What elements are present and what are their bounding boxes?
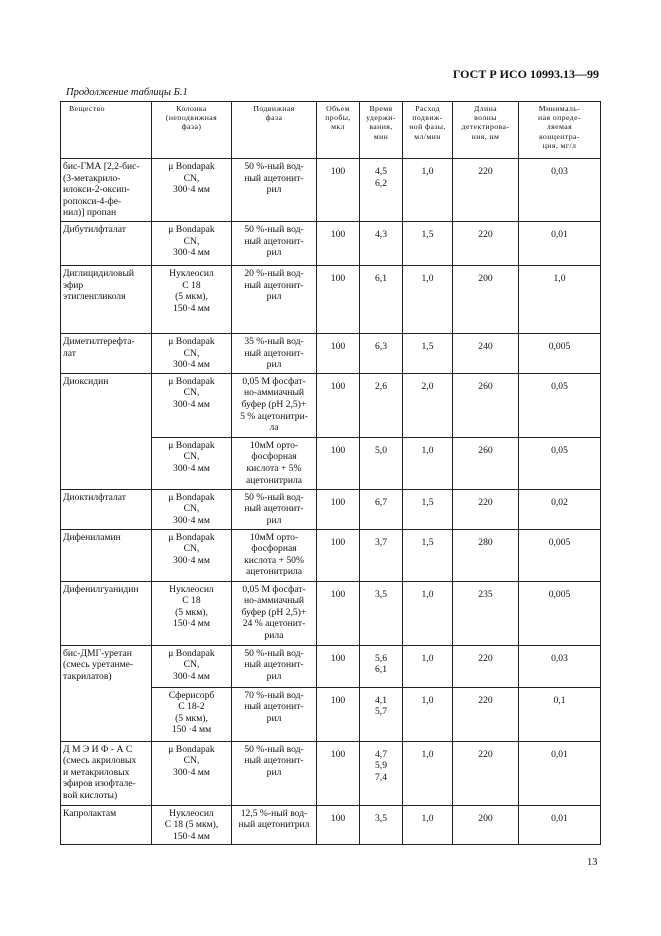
cell-retention-time: 4,3 bbox=[360, 221, 403, 265]
cell-wavelength: 220 bbox=[453, 159, 519, 222]
cell-sample-volume: 100 bbox=[317, 489, 360, 529]
table-row bbox=[61, 741, 601, 805]
cell-substance: Диоктилфталат bbox=[61, 489, 152, 529]
cell-substance: Д М Э И Ф - А С (смесь акриловых и метакриловых эфиров изофтале- вой кислоты) bbox=[61, 741, 152, 805]
col-header-time: Время удержи- вания, мин bbox=[360, 102, 403, 159]
cell-min-concentration: 0,02 bbox=[519, 489, 601, 529]
cell-column: μ Bondapak CN, 300·4 мм bbox=[152, 529, 232, 581]
cell-substance: Дифенилгуанидин bbox=[61, 581, 152, 645]
cell-substance: бис-ГМА [2,2-бис- (3-метакрило- илокси-2-оксип- ропокси-4-фе- нил)] пропан bbox=[61, 159, 152, 222]
cell-sample-volume: 100 bbox=[317, 159, 360, 222]
col-header-substance: Вещество bbox=[61, 102, 152, 159]
cell-retention-time: 4,1 5,7 bbox=[360, 687, 403, 741]
cell-column: μ Bondapak CN, 300·4 мм bbox=[152, 159, 232, 222]
cell-min-concentration: 0,005 bbox=[519, 529, 601, 581]
cell-min-concentration: 0,1 bbox=[519, 687, 601, 741]
cell-sample-volume: 100 bbox=[317, 645, 360, 687]
cell-wavelength: 220 bbox=[453, 687, 519, 741]
page-number: 13 bbox=[587, 857, 598, 868]
data-table bbox=[60, 101, 601, 845]
cell-flow-rate: 1,0 bbox=[403, 437, 453, 489]
cell-mobile-phase: 50 %-ный вод- ный ацетонит- рил bbox=[232, 159, 317, 222]
table-caption: Продолжение таблицы Б.1 bbox=[66, 87, 188, 98]
cell-column: Нуклеосил С 18 (5 мкм), 150·4 мм bbox=[152, 265, 232, 333]
cell-retention-time: 6,3 bbox=[360, 333, 403, 373]
cell-retention-time: 5,0 bbox=[360, 437, 403, 489]
cell-substance: Капролактам bbox=[61, 805, 152, 845]
cell-wavelength: 220 bbox=[453, 741, 519, 805]
table-row bbox=[61, 489, 601, 529]
cell-wavelength: 235 bbox=[453, 581, 519, 645]
cell-wavelength: 200 bbox=[453, 805, 519, 845]
cell-flow-rate: 1,0 bbox=[403, 687, 453, 741]
cell-flow-rate: 1,5 bbox=[403, 333, 453, 373]
col-header-flow: Расход подвиж- ной фазы, мл/мин bbox=[403, 102, 453, 159]
cell-column: μ Bondapak CN, 300·4 мм bbox=[152, 645, 232, 687]
cell-substance: Диоксидин bbox=[61, 373, 152, 489]
cell-flow-rate: 1,0 bbox=[403, 159, 453, 222]
cell-sample-volume: 100 bbox=[317, 529, 360, 581]
cell-wavelength: 220 bbox=[453, 221, 519, 265]
cell-min-concentration: 1,0 bbox=[519, 265, 601, 333]
cell-mobile-phase: 0,05 М фосфат- но-аммиачный буфер (рН 2,5)+ 24 % ацетонит- рила bbox=[232, 581, 317, 645]
col-header-concentration: Минималь- ная опреде- ляемая концентра- ция, мг/л bbox=[519, 102, 601, 159]
cell-substance: Диметилтерефта- лат bbox=[61, 333, 152, 373]
cell-flow-rate: 1,5 bbox=[403, 221, 453, 265]
cell-flow-rate: 2,0 bbox=[403, 373, 453, 437]
cell-sample-volume: 100 bbox=[317, 437, 360, 489]
cell-wavelength: 260 bbox=[453, 437, 519, 489]
col-header-phase: Подвижная фаза bbox=[232, 102, 317, 159]
header-row bbox=[61, 102, 601, 159]
cell-column: μ Bondapak CN, 300·4 мм bbox=[152, 741, 232, 805]
cell-sample-volume: 100 bbox=[317, 373, 360, 437]
cell-flow-rate: 1,0 bbox=[403, 805, 453, 845]
cell-wavelength: 220 bbox=[453, 489, 519, 529]
col-header-column: Колонка (неподвижная фаза) bbox=[152, 102, 232, 159]
cell-min-concentration: 0,01 bbox=[519, 741, 601, 805]
cell-mobile-phase: 10мМ орто- фосфорная кислота + 50% ацетонитрила bbox=[232, 529, 317, 581]
cell-mobile-phase: 0,05 М фосфат- но-аммиачный буфер (рН 2,5)+ 5 % ацетонитри- ла bbox=[232, 373, 317, 437]
cell-sample-volume: 100 bbox=[317, 221, 360, 265]
cell-min-concentration: 0,005 bbox=[519, 333, 601, 373]
cell-sample-volume: 100 bbox=[317, 805, 360, 845]
cell-min-concentration: 0,05 bbox=[519, 373, 601, 437]
table-row bbox=[61, 373, 601, 437]
cell-sample-volume: 100 bbox=[317, 741, 360, 805]
cell-substance: Дибутилфталат bbox=[61, 221, 152, 265]
table-row bbox=[61, 645, 601, 687]
cell-substance: Диглицидиловый эфир этигленгликоля bbox=[61, 265, 152, 333]
cell-sample-volume: 100 bbox=[317, 687, 360, 741]
cell-column: μ Bondapak CN, 300·4 мм bbox=[152, 221, 232, 265]
cell-wavelength: 280 bbox=[453, 529, 519, 581]
cell-wavelength: 200 bbox=[453, 265, 519, 333]
cell-min-concentration: 0,05 bbox=[519, 437, 601, 489]
cell-flow-rate: 1,0 bbox=[403, 645, 453, 687]
cell-wavelength: 240 bbox=[453, 333, 519, 373]
cell-wavelength: 220 bbox=[453, 645, 519, 687]
cell-flow-rate: 1,0 bbox=[403, 581, 453, 645]
cell-retention-time: 2,6 bbox=[360, 373, 403, 437]
cell-min-concentration: 0,005 bbox=[519, 581, 601, 645]
cell-mobile-phase: 10мМ орто- фосфорная кислота + 5% ацетонитрила bbox=[232, 437, 317, 489]
table-row bbox=[61, 805, 601, 845]
cell-min-concentration: 0,01 bbox=[519, 221, 601, 265]
table-row bbox=[61, 529, 601, 581]
cell-retention-time: 4,5 6,2 bbox=[360, 159, 403, 222]
cell-flow-rate: 1,0 bbox=[403, 265, 453, 333]
cell-column: μ Bondapak CN, 300·4 мм bbox=[152, 333, 232, 373]
cell-wavelength: 260 bbox=[453, 373, 519, 437]
cell-retention-time: 3,5 bbox=[360, 581, 403, 645]
cell-mobile-phase: 50 %-ный вод- ный ацетонит- рил bbox=[232, 221, 317, 265]
cell-retention-time: 5,6 6,1 bbox=[360, 645, 403, 687]
cell-column: μ Bondapak CN, 300·4 мм bbox=[152, 489, 232, 529]
cell-mobile-phase: 50 %-ный вод- ный ацетонит- рил bbox=[232, 489, 317, 529]
cell-sample-volume: 100 bbox=[317, 265, 360, 333]
cell-flow-rate: 1,5 bbox=[403, 489, 453, 529]
cell-mobile-phase: 20 %-ный вод- ный ацетонит- рил bbox=[232, 265, 317, 333]
document-header: ГОСТ Р ИСО 10993.13—99 bbox=[452, 67, 599, 81]
cell-retention-time: 6,7 bbox=[360, 489, 403, 529]
cell-mobile-phase: 50 %-ный вод- ный ацетонит- рил bbox=[232, 741, 317, 805]
table-row bbox=[61, 581, 601, 645]
cell-retention-time: 3,7 bbox=[360, 529, 403, 581]
cell-column: Нуклеосил С 18 (5 мкм), 150·4 мм bbox=[152, 581, 232, 645]
cell-column: Сферисорб С 18-2 (5 мкм), 150 ·4 мм bbox=[152, 687, 232, 741]
cell-min-concentration: 0,03 bbox=[519, 645, 601, 687]
table-row bbox=[61, 221, 601, 265]
cell-min-concentration: 0,01 bbox=[519, 805, 601, 845]
cell-retention-time: 6,1 bbox=[360, 265, 403, 333]
cell-flow-rate: 1,0 bbox=[403, 741, 453, 805]
cell-substance: бис-ДМГ-уретан (смесь уретанме- такрилатов) bbox=[61, 645, 152, 741]
cell-mobile-phase: 12,5 %-ный вод- ный ацетонитрил bbox=[232, 805, 317, 845]
col-header-volume: Объем пробы, мкл bbox=[317, 102, 360, 159]
cell-mobile-phase: 50 %-ный вод- ный ацетонит- рил bbox=[232, 645, 317, 687]
cell-column: Нуклеосил С 18 (5 мкм), 150·4 мм bbox=[152, 805, 232, 845]
table-row bbox=[61, 159, 601, 222]
cell-retention-time: 4,7 5,9 7,4 bbox=[360, 741, 403, 805]
cell-retention-time: 3,5 bbox=[360, 805, 403, 845]
cell-min-concentration: 0,03 bbox=[519, 159, 601, 222]
cell-substance: Дифениламин bbox=[61, 529, 152, 581]
cell-sample-volume: 100 bbox=[317, 333, 360, 373]
cell-column: μ Bondapak CN, 300·4 мм bbox=[152, 373, 232, 437]
table-row bbox=[61, 265, 601, 333]
cell-flow-rate: 1,5 bbox=[403, 529, 453, 581]
cell-sample-volume: 100 bbox=[317, 581, 360, 645]
table-row bbox=[61, 333, 601, 373]
cell-column: μ Bondapak CN, 300·4 мм bbox=[152, 437, 232, 489]
cell-mobile-phase: 35 %-ный вод- ный ацетонит- рил bbox=[232, 333, 317, 373]
col-header-wavelength: Длина волны детектирова- ния, нм bbox=[453, 102, 519, 159]
cell-mobile-phase: 70 %-ный вод- ный ацетонит- рил bbox=[232, 687, 317, 741]
